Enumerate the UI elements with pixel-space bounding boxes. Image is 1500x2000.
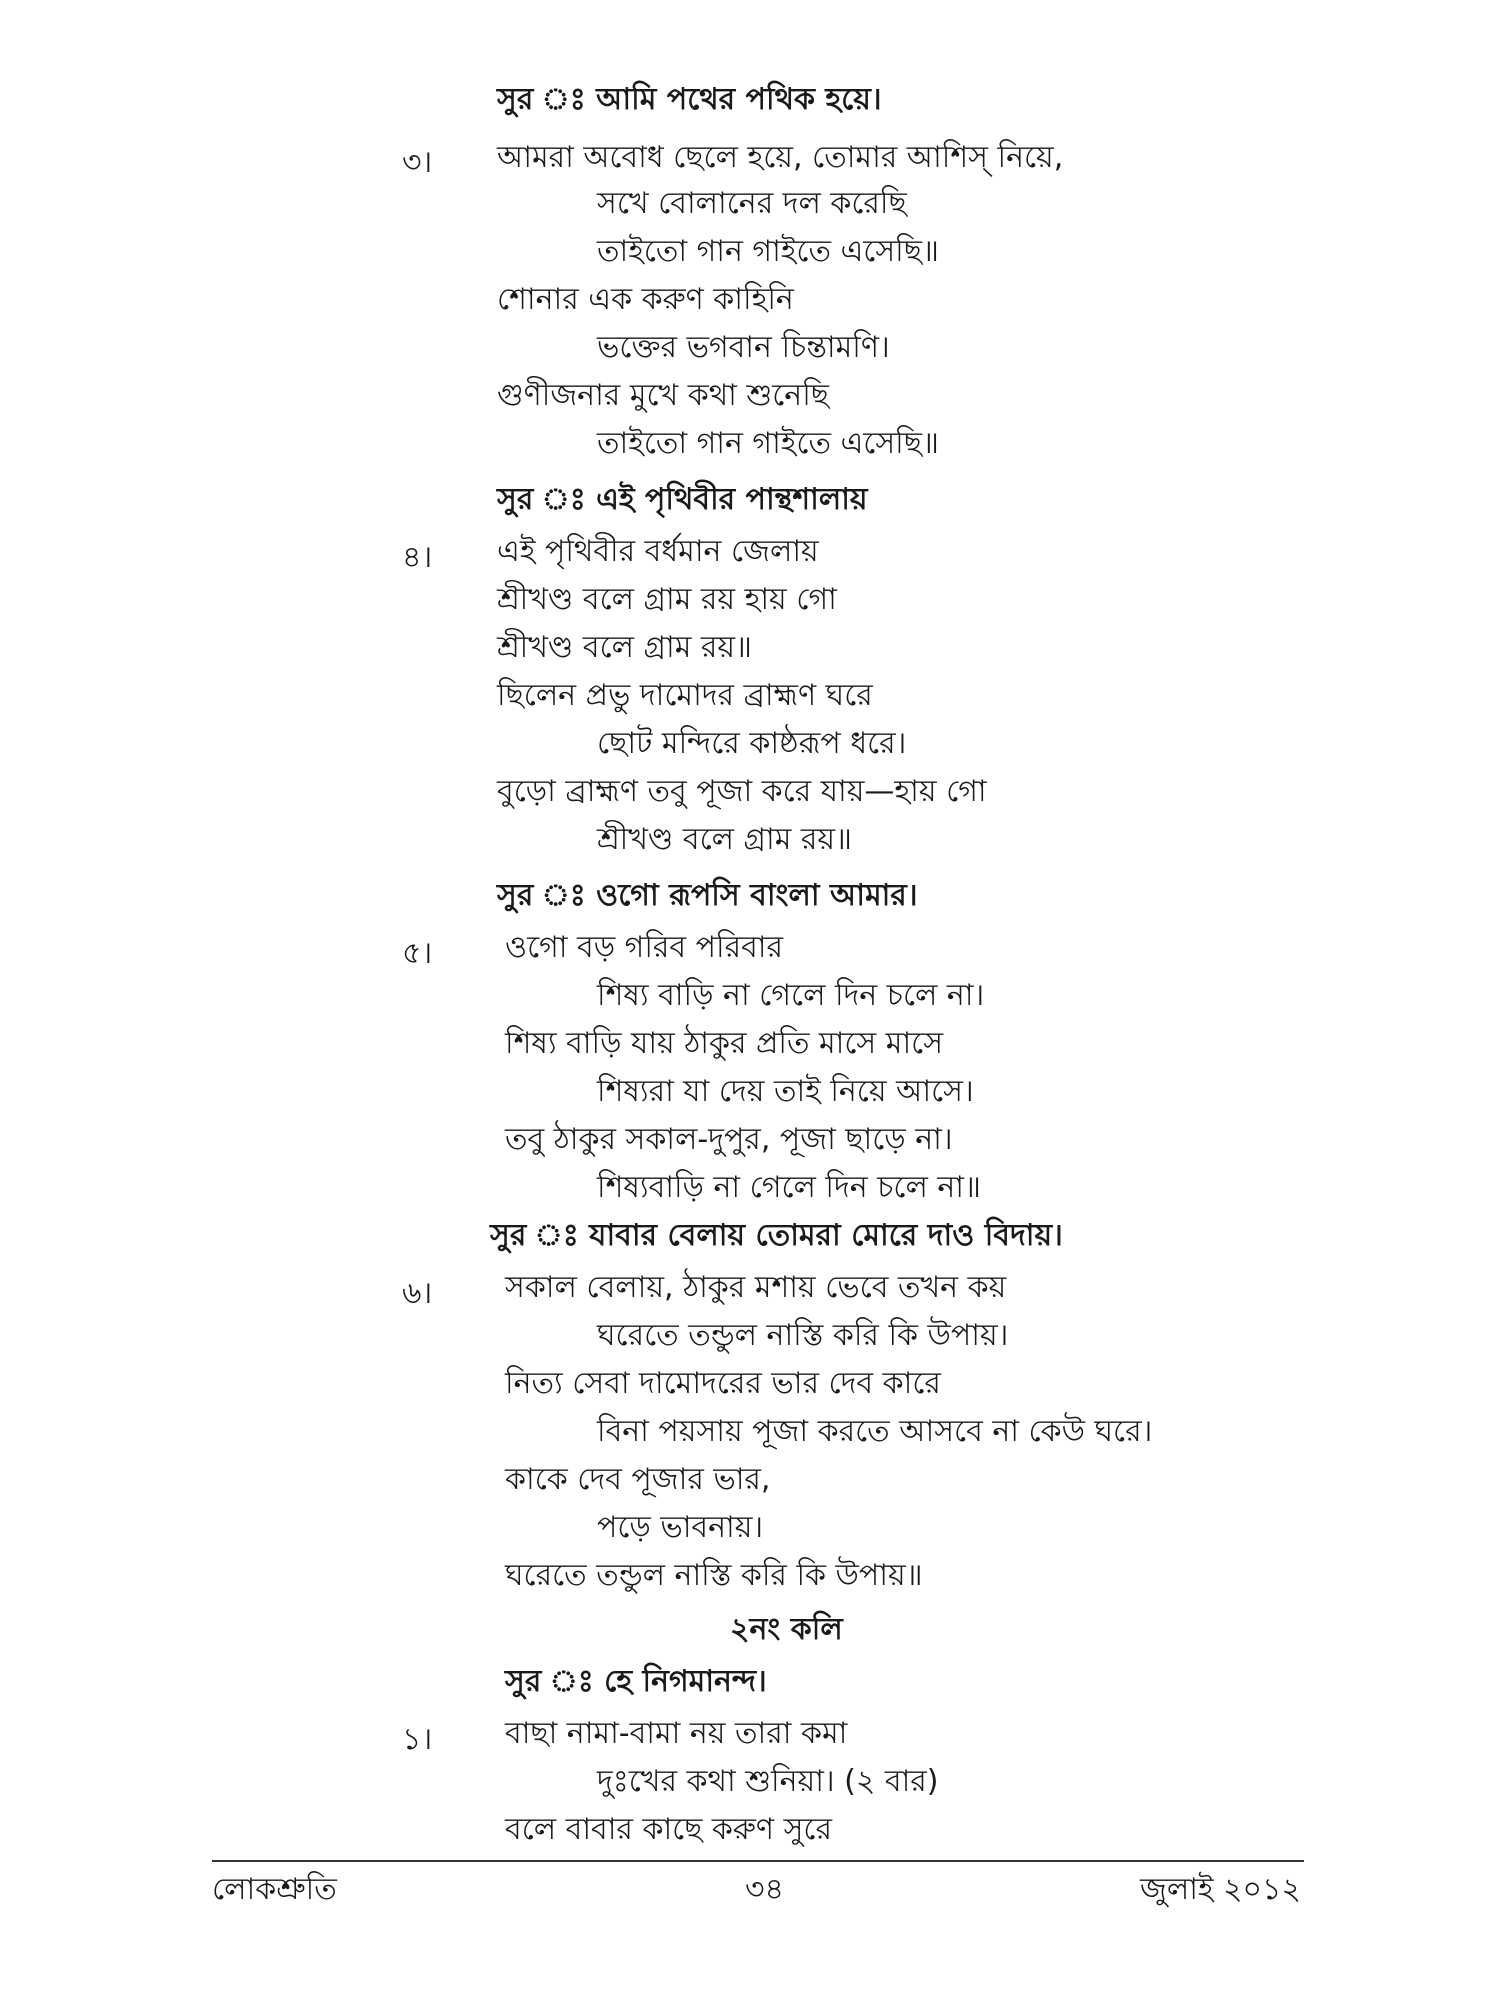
verse-line: তাইতো গান গাইতে এসেছি॥ xyxy=(597,426,939,461)
verse-line: শ্রীখণ্ড বলে গ্রাম রয়॥ xyxy=(497,630,753,665)
verse-line: ঘরেতে তন্ডুল নাস্তি করি কি উপায়। xyxy=(597,1318,1009,1353)
verse-line: সখে বোলানের দল করেছি xyxy=(597,186,907,221)
verse-number: ৬। xyxy=(402,1276,433,1311)
footer-rule xyxy=(212,1860,1304,1862)
tune-heading: সুর ঃ যাবার বেলায় তোমরা মোরে দাও বিদায়। xyxy=(490,1218,1063,1253)
verse-line: ছিলেন প্রভু দামোদর ব্রাহ্মণ ঘরে xyxy=(497,678,873,713)
verse-line: ওগো বড় গরিব পরিবার xyxy=(505,930,784,965)
verse-line: সকাল বেলায়, ঠাকুর মশায় ভেবে তখন কয় xyxy=(505,1270,1007,1305)
section-heading: ২নং কলি xyxy=(730,1612,843,1647)
verse-line: দুঃখের কথা শুনিয়া। (২ বার) xyxy=(597,1764,939,1799)
verse-line: গুণীজনার মুখে কথা শুনেছি xyxy=(497,378,829,413)
verse-line: আমরা অবোধ ছেলে হয়ে, তোমার আশিস্ নিয়ে, xyxy=(497,140,1064,175)
verse-line: বুড়ো ব্রাহ্মণ তবু পূজা করে যায়—হায় গো xyxy=(497,774,987,809)
footer-date: জুলাই ২০১২ xyxy=(1140,1872,1302,1907)
tune-heading: সুর ঃ ওগো রূপসি বাংলা আমার। xyxy=(497,878,918,913)
verse-line: পড়ে ভাবনায়। xyxy=(597,1510,764,1545)
verse-number: ১। xyxy=(402,1722,433,1757)
tune-heading: সুর ঃ এই পৃথিবীর পান্থশালায় xyxy=(497,482,868,517)
verse-line: শিষ্যরা যা দেয় তাই নিয়ে আসে। xyxy=(597,1074,974,1109)
verse-line: বলে বাবার কাছে করুণ সুরে xyxy=(505,1812,832,1847)
verse-line: তবু ঠাকুর সকাল-দুপুর, পূজা ছাড়ে না। xyxy=(505,1122,953,1157)
verse-line: শিষ্যবাড়ি না গেলে দিন চলে না॥ xyxy=(597,1170,981,1205)
tune-heading: সুর ঃ আমি পথের পথিক হয়ে। xyxy=(497,82,882,117)
verse-line: শ্রীখণ্ড বলে গ্রাম রয় হায় গো xyxy=(497,582,837,617)
tune-heading: সুর ঃ হে নিগমানন্দ। xyxy=(505,1664,767,1699)
verse-line: শ্রীখণ্ড বলে গ্রাম রয়॥ xyxy=(597,822,853,857)
verse-number: ৫। xyxy=(402,936,433,971)
verse-number: ৩। xyxy=(402,145,433,180)
verse-number: ৪। xyxy=(402,540,433,575)
verse-line: শিষ্য বাড়ি যায় ঠাকুর প্রতি মাসে মাসে xyxy=(505,1026,944,1061)
verse-line: তাইতো গান গাইতে এসেছি॥ xyxy=(597,234,939,269)
footer-journal-name: লোকশ্রুতি xyxy=(212,1872,337,1907)
verse-line: ভক্তের ভগবান চিন্তামণি। xyxy=(597,330,890,365)
verse-line: কাকে দেব পূজার ভার, xyxy=(505,1462,771,1497)
verse-line: নিত্য সেবা দামোদরের ভার দেব কারে xyxy=(505,1366,941,1401)
verse-line: বাছা নামা-বামা নয় তারা কমা xyxy=(505,1716,848,1751)
verse-line: বিনা পয়সায় পূজা করতে আসবে না কেউ ঘরে। xyxy=(597,1414,1153,1449)
verse-line: শিষ্য বাড়ি না গেলে দিন চলে না। xyxy=(597,978,985,1013)
verse-line: এই পৃথিবীর বর্ধমান জেলায় xyxy=(497,534,819,569)
verse-line: শোনার এক করুণ কাহিনি xyxy=(497,282,794,317)
verse-line: ঘরেতে তন্ডুল নাস্তি করি কি উপায়॥ xyxy=(505,1558,923,1593)
verse-line: ছোট মন্দিরে কাষ্ঠরূপ ধরে। xyxy=(597,726,907,761)
page-number: ৩৪ xyxy=(745,1872,784,1907)
